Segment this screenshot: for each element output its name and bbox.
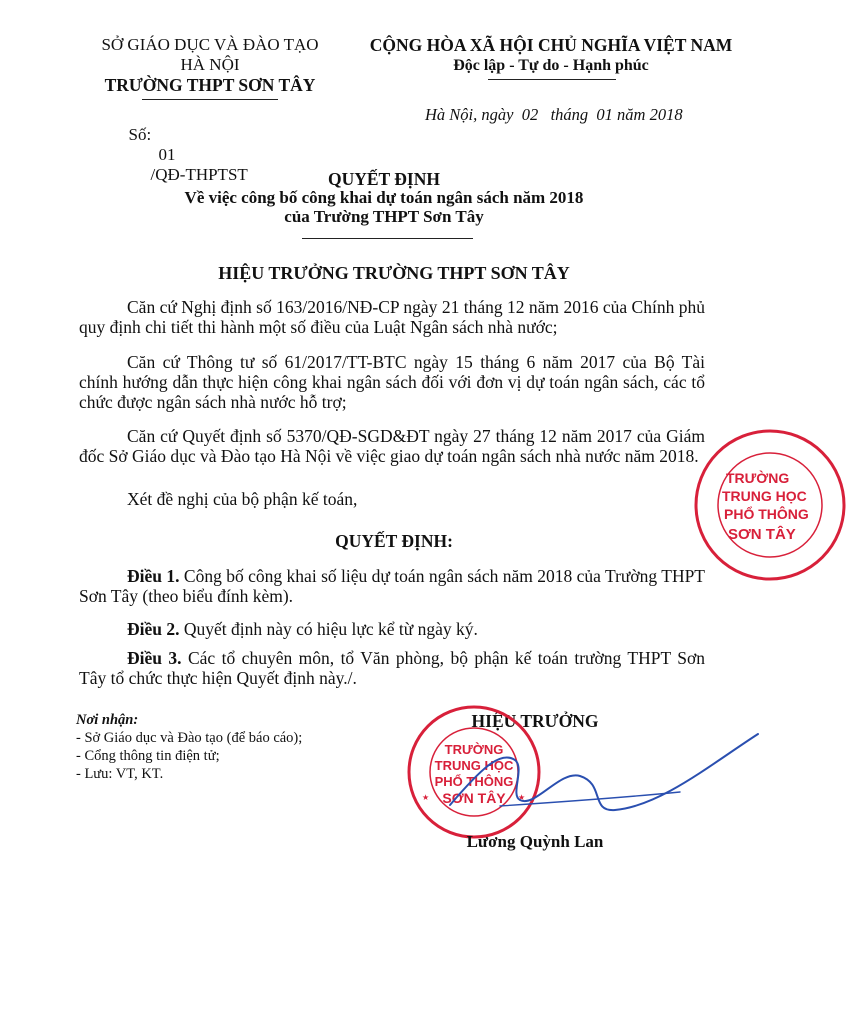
motto-underline [488, 79, 616, 80]
legal-basis-1 [79, 297, 705, 337]
recipient-item: - Cổng thông tin điện tử; [76, 748, 220, 764]
article-1-text: Công bố công khai số liệu dự toán ngân sách năm 2018 của Trường THPT Sơn Tây (theo biểu đính kèm). [79, 566, 705, 606]
document-title: QUYẾT ĐỊNH [328, 169, 440, 189]
legal-basis-3-text: Căn cứ Quyết định số 5370/QĐ-SGD&ĐT ngày 27 tháng 12 năm 2017 của Giám đốc Sở Giáo dục và Đào tạo Hà Nội về việc giao dự toán ngân sách nhà nước năm 2018. [79, 426, 705, 466]
decision-heading: QUYẾT ĐỊNH: [335, 531, 453, 551]
official-stamp-edge [690, 415, 809, 595]
legal-basis-2 [79, 352, 705, 412]
signatory-name: Lương Quỳnh Lan [466, 832, 604, 851]
stamp-star-icon: ★ [422, 793, 430, 802]
proposal-basis [79, 489, 705, 509]
article-3-label: Điều 3. [127, 648, 182, 668]
recipient-item: - Lưu: VT, KT. [76, 766, 164, 782]
department-name [60, 35, 360, 75]
number-label: Số: [128, 125, 152, 144]
department-line-1: SỞ GIÁO DỤC VÀ ĐÀO TẠO [101, 35, 319, 54]
legal-basis-1-text: Căn cứ Nghị định số 163/2016/NĐ-CP ngày 21 tháng 12 năm 2016 của Chính phủ quy định chi tiết thi hành một số điều của Luật Ngân sách nhà nước; [79, 297, 705, 337]
recipients-block [76, 711, 302, 783]
legal-basis-3 [79, 426, 705, 466]
national-motto: Độc lập - Tự do - Hạnh phúc [453, 57, 649, 74]
stamp-edge-line-3: PHỔ THÔNG [724, 506, 809, 522]
stamp-line-1: TRƯỜNG [444, 742, 504, 757]
school-name: TRƯỜNG THPT SƠN TÂY [104, 75, 316, 95]
stamp-edge-line-2: TRUNG HỌC [722, 488, 807, 504]
article-2-label: Điều 2. [127, 619, 180, 639]
proposal-basis-text: Xét đề nghị của bộ phận kế toán, [127, 489, 358, 509]
number-suffix: /QĐ-THPTST [150, 165, 248, 184]
stamp-edge-graphic [690, 415, 850, 595]
document-subtitle-2: của Trường THPT Sơn Tây [284, 207, 484, 226]
article-1-label: Điều 1. [127, 566, 180, 586]
legal-basis-2-text: Căn cứ Thông tư số 61/2017/TT-BTC ngày 15 tháng 6 năm 2017 của Bộ Tài chính hướng dẫn thực hiện công khai ngân sách đối với đơn vị dự toán ngân sách, các tổ chức được ngân sách nhà nước hỗ trợ; [79, 352, 705, 412]
stamp-line-3: PHỔ THÔNG [434, 774, 514, 789]
article-3 [79, 648, 705, 688]
handwritten-signature [440, 710, 770, 840]
department-line-2: HÀ NỘI [180, 55, 240, 74]
document-subtitle-1: Về việc công bố công khai dự toán ngân sách năm 2018 [184, 188, 584, 207]
stamp-line-2: TRUNG HỌC [434, 758, 514, 773]
title-underline [302, 238, 473, 239]
stamp-edge-line-4: SƠN TÂY [728, 526, 796, 543]
article-2 [79, 619, 705, 639]
article-3-text: Các tổ chuyên môn, tổ Văn phòng, bộ phận kế toán trường THPT Sơn Tây tổ chức thực hiện Quyết định này./. [79, 648, 705, 688]
article-2-text: Quyết định này có hiệu lực kể từ ngày ký. [179, 619, 478, 639]
issuing-authority: HIỆU TRƯỞNG TRƯỜNG THPT SƠN TÂY [218, 263, 570, 283]
stamp-star-icon: ★ [518, 793, 526, 802]
signature-scribble [440, 710, 770, 840]
stamp-edge-line-1: TRƯỜNG [726, 470, 790, 486]
number-value: 01 [158, 145, 176, 164]
issue-date: Hà Nội, ngày 02 tháng 01 năm 2018 [425, 105, 683, 124]
recipient-item: - Sở Giáo dục và Đào tạo (để báo cáo); [76, 730, 303, 746]
signatory-title: HIỆU TRƯỞNG [471, 711, 599, 731]
recipients-label: Nơi nhận: [76, 712, 139, 728]
stamp-line-4: SƠN TÂY [442, 790, 506, 806]
school-underline [142, 99, 278, 100]
republic-name: CỘNG HÒA XÃ HỘI CHỦ NGHĨA VIỆT NAM [369, 35, 733, 55]
article-1 [79, 566, 705, 606]
